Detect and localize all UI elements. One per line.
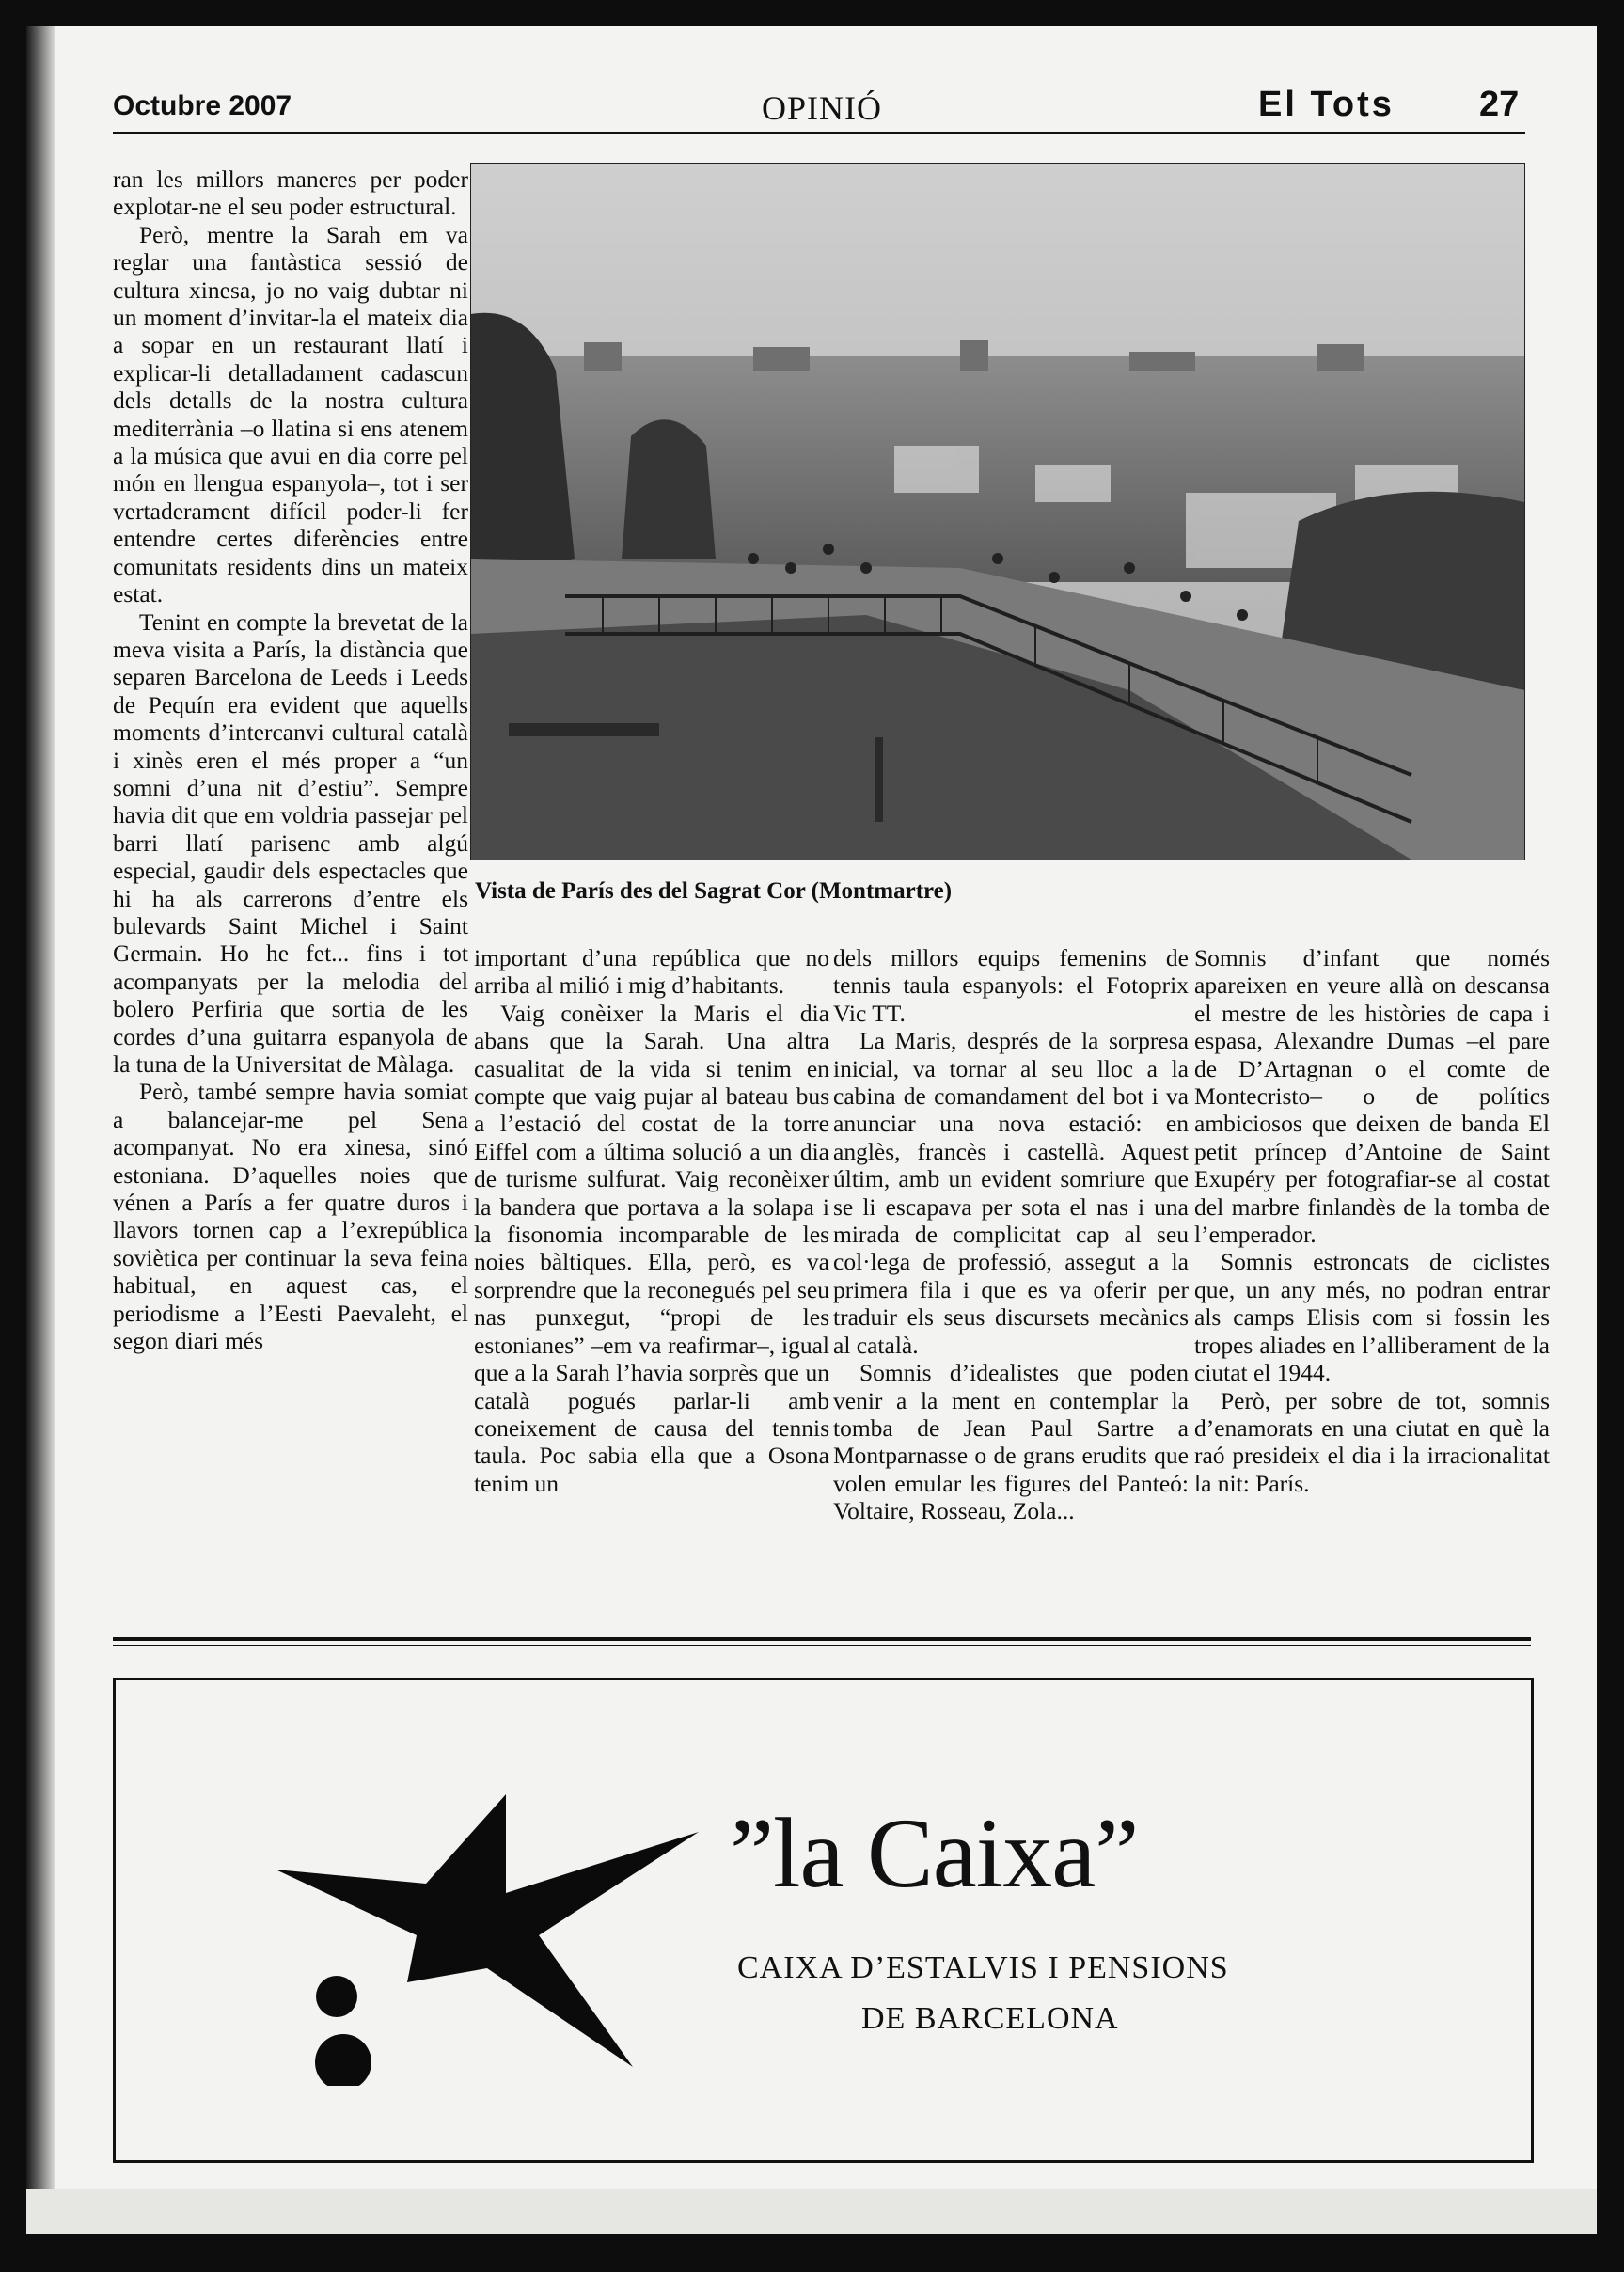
header-publication: El Tots [1258,85,1395,124]
paragraph: dels millors equips femenins de tennis taula espanyols: el Fotoprix Vic TT. [833,944,1189,1027]
paragraph: Somnis d’idealistes que poden venir a la ment en contemplar la tomba de Jean Paul Sartre a Montparnasse o de grans erudits que volen emular les figures del Panteó: Voltaire, Rosseau, Zola... [833,1359,1189,1525]
photo-paris-montmartre [470,163,1525,860]
page-spine-shadow [26,26,55,2234]
article-column-1 [113,166,468,1354]
article-column-2 [474,944,829,1497]
header-section: OPINIÓ [762,89,882,127]
paragraph: La Maris, després de la sorpresa inicial, va tornar al seu lloc a la cabina de comandament del bot i va anunciar una nova estació: en anglès, francès i castellà. Aquest últim, amb un evident somriure que se li escapava per sota el nas i una mirada de complicitat cap al seu col·lega de professió, assegut a la primera fila i que es va oferir per traduir els seus discursets mecànics al català. [833,1027,1189,1359]
newspaper-page [26,26,1597,2234]
header-page-number: 27 [1479,85,1520,124]
paragraph: Però, també sempre havia somiat a balancejar-me pel Sena acompanyat. No era xinesa, sinó estoniana. D’aquelles noies que vénen a París a fer quatre duros i llavors tornen cap a l’exrepública soviètica per continuar la seva feina habitual, en aquest cas, el periodisme a l’Eesti Paevaleht, el segon diari més [113,1078,468,1355]
paragraph: Tenint en compte la brevetat de la meva visita a París, la distància que separen Barcelona de Leeds i Leeds de Pequín era evident que aquells moments d’intercanvi cultural català i xinès eren el més proper a “un somni d’una nit d’estiu”. Sempre havia dit que em voldria passejar pel barri llatí parisenc amb algú especial, gaudir dels espectacles que hi ha als carrerons d’entre els bulevards Saint Michel i Saint Germain. Ho he fet... fins i tot acompanyats per la melodia del bolero Perfiria que sortia de les cordes d’una guitarra espanyola de la tuna de la Universitat de Màlaga. [113,607,468,1078]
ad-divider-rule-thin [113,1645,1531,1646]
paragraph: Però, mentre la Sarah em va reglar una fantàstica sessió de cultura xinesa, jo no vaig dubtar ni un moment d’invitar-la el mateix dia a sopar en un restaurant llatí i explicar-li detalladament cadascun dels detalls de la nostra cultura mediterrània –o llatina si ens atenem a la música que avui en dia corre pel món en llengua espanyola–, tot i ser vertaderament difícil poder-li fer entendre certes diferències entre comunitats residents dins un mateix estat. [113,220,468,608]
paragraph: Vaig conèixer la Maris el dia abans que la Sarah. Una altra casualitat de la vida si tenim en compte que vaig pujar al bateau bus a l’estació del costat de la torre Eiffel com a última solució a un dia de turisme sulfurat. Vaig reconèixer la bandera que portava a la solapa i la fisonomia incomparable de les noies bàltiques. Ella, però, es va sorprendre que la reconegués pel seu nas punxegut, “propi de les estonianes” –em va reafirmar–, igual que a la Sarah l’havia sorprès que un català pogués parlar-li amb coneixement de causa del tennis taula. Poc sabia ella que a Osona tenim un [474,999,829,1497]
star-with-dots-logo-icon [266,1794,699,2086]
paragraph: Somnis d’infant que només apareixen en veure allà on descansa el mestre de les històries de capa i espasa, Alexandre Dumas –el pare de D’Artagnan o el comte de Montecristo– o de polítics ambiciosos que deixen de banda El petit príncep d’Antoine de Saint Exupéry per fotografiar-se al costat del marbre finlandès de la tomba de l’emperador. [1194,944,1550,1249]
paragraph: important d’una república que no arriba al milió i mig d’habitants. [474,944,829,1000]
article-column-3 [833,944,1189,1525]
ad-tagline-line-2: DE BARCELONA [861,2001,1119,2036]
ad-tagline-line-1: CAIXA D’ESTALVIS I PENSIONS [737,1950,1229,1985]
article-column-4 [1194,944,1550,1497]
paragraph: Somnis estroncats de ciclistes que, un any més, no podran entrar als camps Elisis com si fossin les tropes aliades en l’alliberament de la ciutat el 1944. [1194,1248,1550,1387]
paragraph: Però, per sobre de tot, somnis d’enamorats en una ciutat en què la raó presideix el dia i la irracionalitat la nit: París. [1194,1386,1550,1497]
header-rule [113,132,1525,134]
ad-divider-rule [113,1637,1531,1641]
ad-brand-name: ”la Caixa” [730,1798,1139,1908]
header-date: Octubre 2007 [113,90,292,121]
paragraph: ran les millors maneres per poder explotar-ne el seu poder estructural. [113,166,468,221]
photo-caption: Vista de París des del Sagrat Cor (Montmartre) [475,878,953,904]
page-bottom-margin [26,2189,1597,2234]
